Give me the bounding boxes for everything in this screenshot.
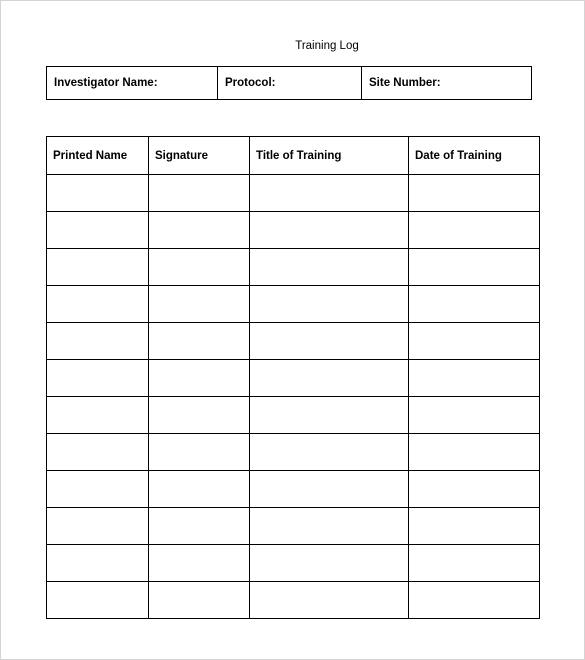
site-number-field[interactable]: Site Number: — [362, 67, 532, 100]
title-of-training-cell[interactable] — [250, 508, 409, 545]
title-of-training-cell[interactable] — [250, 545, 409, 582]
info-table — [46, 66, 532, 100]
date-of-training-cell[interactable] — [409, 434, 540, 471]
printed-name-cell[interactable] — [47, 545, 149, 582]
printed-name-cell[interactable] — [47, 249, 149, 286]
table-row — [47, 286, 540, 323]
signature-cell[interactable] — [149, 286, 250, 323]
title-of-training-cell[interactable] — [250, 323, 409, 360]
table-row — [47, 360, 540, 397]
title-of-training-cell[interactable] — [250, 286, 409, 323]
training-log-table — [46, 136, 540, 619]
date-of-training-cell[interactable] — [409, 397, 540, 434]
investigator-name-field[interactable]: Investigator Name: — [47, 67, 218, 100]
date-of-training-cell[interactable] — [409, 212, 540, 249]
printed-name-cell[interactable] — [47, 434, 149, 471]
date-of-training-cell[interactable] — [409, 508, 540, 545]
printed-name-cell[interactable] — [47, 471, 149, 508]
table-row — [47, 323, 540, 360]
date-of-training-cell[interactable] — [409, 286, 540, 323]
signature-cell[interactable] — [149, 360, 250, 397]
printed-name-cell[interactable] — [47, 508, 149, 545]
signature-cell[interactable] — [149, 582, 250, 619]
table-row — [47, 471, 540, 508]
table-row — [47, 249, 540, 286]
printed-name-cell[interactable] — [47, 286, 149, 323]
signature-cell[interactable] — [149, 212, 250, 249]
printed-name-cell[interactable] — [47, 360, 149, 397]
date-of-training-cell[interactable] — [409, 545, 540, 582]
printed-name-cell[interactable] — [47, 397, 149, 434]
info-row — [47, 67, 532, 100]
signature-cell[interactable] — [149, 508, 250, 545]
title-of-training-cell[interactable] — [250, 434, 409, 471]
title-of-training-cell[interactable] — [250, 471, 409, 508]
table-header-row — [47, 137, 540, 175]
table-row — [47, 175, 540, 212]
printed-name-cell[interactable] — [47, 323, 149, 360]
title-of-training-cell[interactable] — [250, 582, 409, 619]
date-of-training-cell[interactable] — [409, 360, 540, 397]
signature-cell[interactable] — [149, 323, 250, 360]
title-of-training-cell[interactable] — [250, 249, 409, 286]
signature-cell[interactable] — [149, 397, 250, 434]
signature-cell[interactable] — [149, 471, 250, 508]
table-row — [47, 508, 540, 545]
title-of-training-cell[interactable] — [250, 175, 409, 212]
printed-name-cell[interactable] — [47, 212, 149, 249]
column-header-signature: Signature — [149, 137, 250, 175]
document-title: Training Log — [295, 40, 359, 52]
table-row — [47, 212, 540, 249]
protocol-field[interactable]: Protocol: — [218, 67, 362, 100]
date-of-training-cell[interactable] — [409, 175, 540, 212]
table-row — [47, 397, 540, 434]
printed-name-cell[interactable] — [47, 582, 149, 619]
column-header-title-of-training: Title of Training — [250, 137, 409, 175]
date-of-training-cell[interactable] — [409, 471, 540, 508]
table-row — [47, 545, 540, 582]
table-body — [47, 175, 540, 619]
table-row — [47, 434, 540, 471]
signature-cell[interactable] — [149, 434, 250, 471]
column-header-printed-name: Printed Name — [47, 137, 149, 175]
date-of-training-cell[interactable] — [409, 582, 540, 619]
title-of-training-cell[interactable] — [250, 397, 409, 434]
date-of-training-cell[interactable] — [409, 323, 540, 360]
table-row — [47, 582, 540, 619]
printed-name-cell[interactable] — [47, 175, 149, 212]
date-of-training-cell[interactable] — [409, 249, 540, 286]
signature-cell[interactable] — [149, 249, 250, 286]
signature-cell[interactable] — [149, 545, 250, 582]
title-of-training-cell[interactable] — [250, 360, 409, 397]
signature-cell[interactable] — [149, 175, 250, 212]
column-header-date-of-training: Date of Training — [409, 137, 540, 175]
title-of-training-cell[interactable] — [250, 212, 409, 249]
